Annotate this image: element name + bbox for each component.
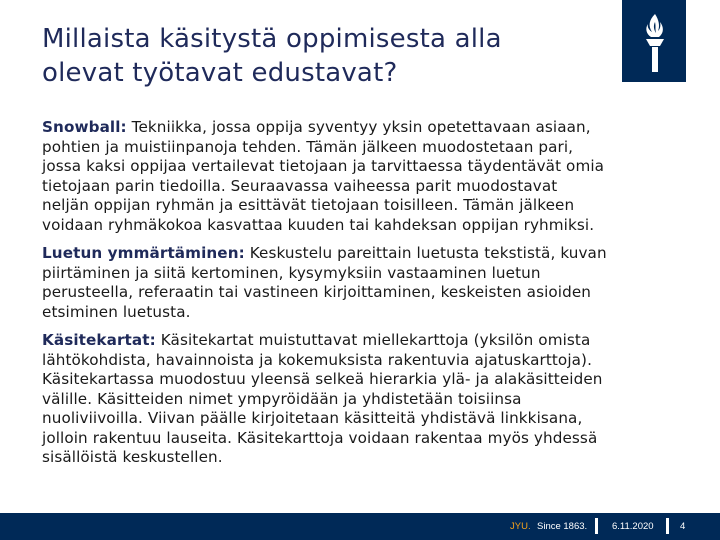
university-logo bbox=[622, 0, 686, 82]
text-line: voidaan ryhmäkokoa kasvattaa kuuden tai kahdeksan oppijan ryhmiksi. bbox=[42, 215, 595, 234]
footer-brand: JYU. bbox=[510, 521, 531, 532]
paragraph-reading-comprehension bbox=[42, 244, 692, 322]
text-line: piirtäminen ja siitä kertominen, kysymyksiin vastaaminen luetun bbox=[42, 263, 541, 282]
text-line: sisällöistä keskustellen. bbox=[42, 448, 223, 466]
slide-title-line: Millaista käsitystä oppimisesta alla bbox=[42, 24, 502, 54]
text-line: välille. Käsitteiden nimet ympyröidään ja yhdistetään toisiinsa bbox=[42, 389, 522, 408]
slide-title-line: olevat työtavat edustavat? bbox=[42, 58, 398, 88]
term-label: Luetun ymmärtäminen: bbox=[42, 244, 245, 262]
text-line: Käsitekartassa muodostuu yleensä selkeä hierarkia ylä- ja alakäsitteiden bbox=[42, 370, 603, 388]
text-line: etsiminen luetusta. bbox=[42, 302, 191, 321]
text-line: tietojaan parin tiedoilla. Seuraavassa vaiheessa parit muodostavat bbox=[42, 176, 558, 195]
text-line bbox=[42, 331, 692, 351]
footer-page-number: 4 bbox=[680, 521, 686, 532]
paragraph-concept-maps bbox=[42, 331, 692, 468]
text-line: jossa kaksi oppijaa vertailevat tietojaan ja tarvittaessa täydentävät omia bbox=[42, 157, 605, 175]
text-line bbox=[42, 118, 692, 138]
term-label: Käsitekartat: bbox=[42, 331, 156, 349]
text-line: neljän oppijan ryhmän ja esittävät tietojaan toisilleen. Tämän jälkeen bbox=[42, 196, 575, 214]
footer-bar bbox=[0, 513, 720, 540]
text-line: nuoliviivoilla. Viivan päälle kirjoitetaan käsitteitä yhdistävä linkkisana, bbox=[42, 409, 583, 427]
slide-title bbox=[42, 22, 602, 90]
footer-divider bbox=[595, 518, 598, 534]
text-line bbox=[42, 244, 692, 264]
text-line: jolloin rakentuu lauseita. Käsitekarttoja voidaan rakentaa myös yhdessä bbox=[42, 428, 598, 447]
text-line: lähtökohdista, havainnoista ja kokemuksista rakentuvia ajatuskarttoja). bbox=[42, 350, 592, 369]
footer-divider bbox=[666, 518, 669, 534]
torch-icon bbox=[622, 0, 686, 82]
text-line: pohtien ja muistiinpanoja tehden. Tämän jälkeen muodostetaan pari, bbox=[42, 137, 574, 156]
footer-date: 6.11.2020 bbox=[612, 521, 654, 532]
paragraph-snowball bbox=[42, 118, 692, 235]
text-line: perusteella, referaatin tai vastineen kirjoittaminen, keskeisten asioiden bbox=[42, 283, 592, 301]
text-fragment: Tekniikka, jossa oppija syventyy yksin opetettavaan asiaan, bbox=[126, 118, 591, 136]
text-fragment: Käsitekartat muistuttavat miellekarttoja (yksilön omista bbox=[155, 331, 591, 349]
text-fragment: Keskustelu pareittain luetusta tekstistä, kuvan bbox=[244, 244, 607, 262]
slide-body bbox=[42, 118, 692, 477]
term-label: Snowball: bbox=[42, 118, 127, 136]
footer-since: Since 1863. bbox=[537, 521, 588, 532]
